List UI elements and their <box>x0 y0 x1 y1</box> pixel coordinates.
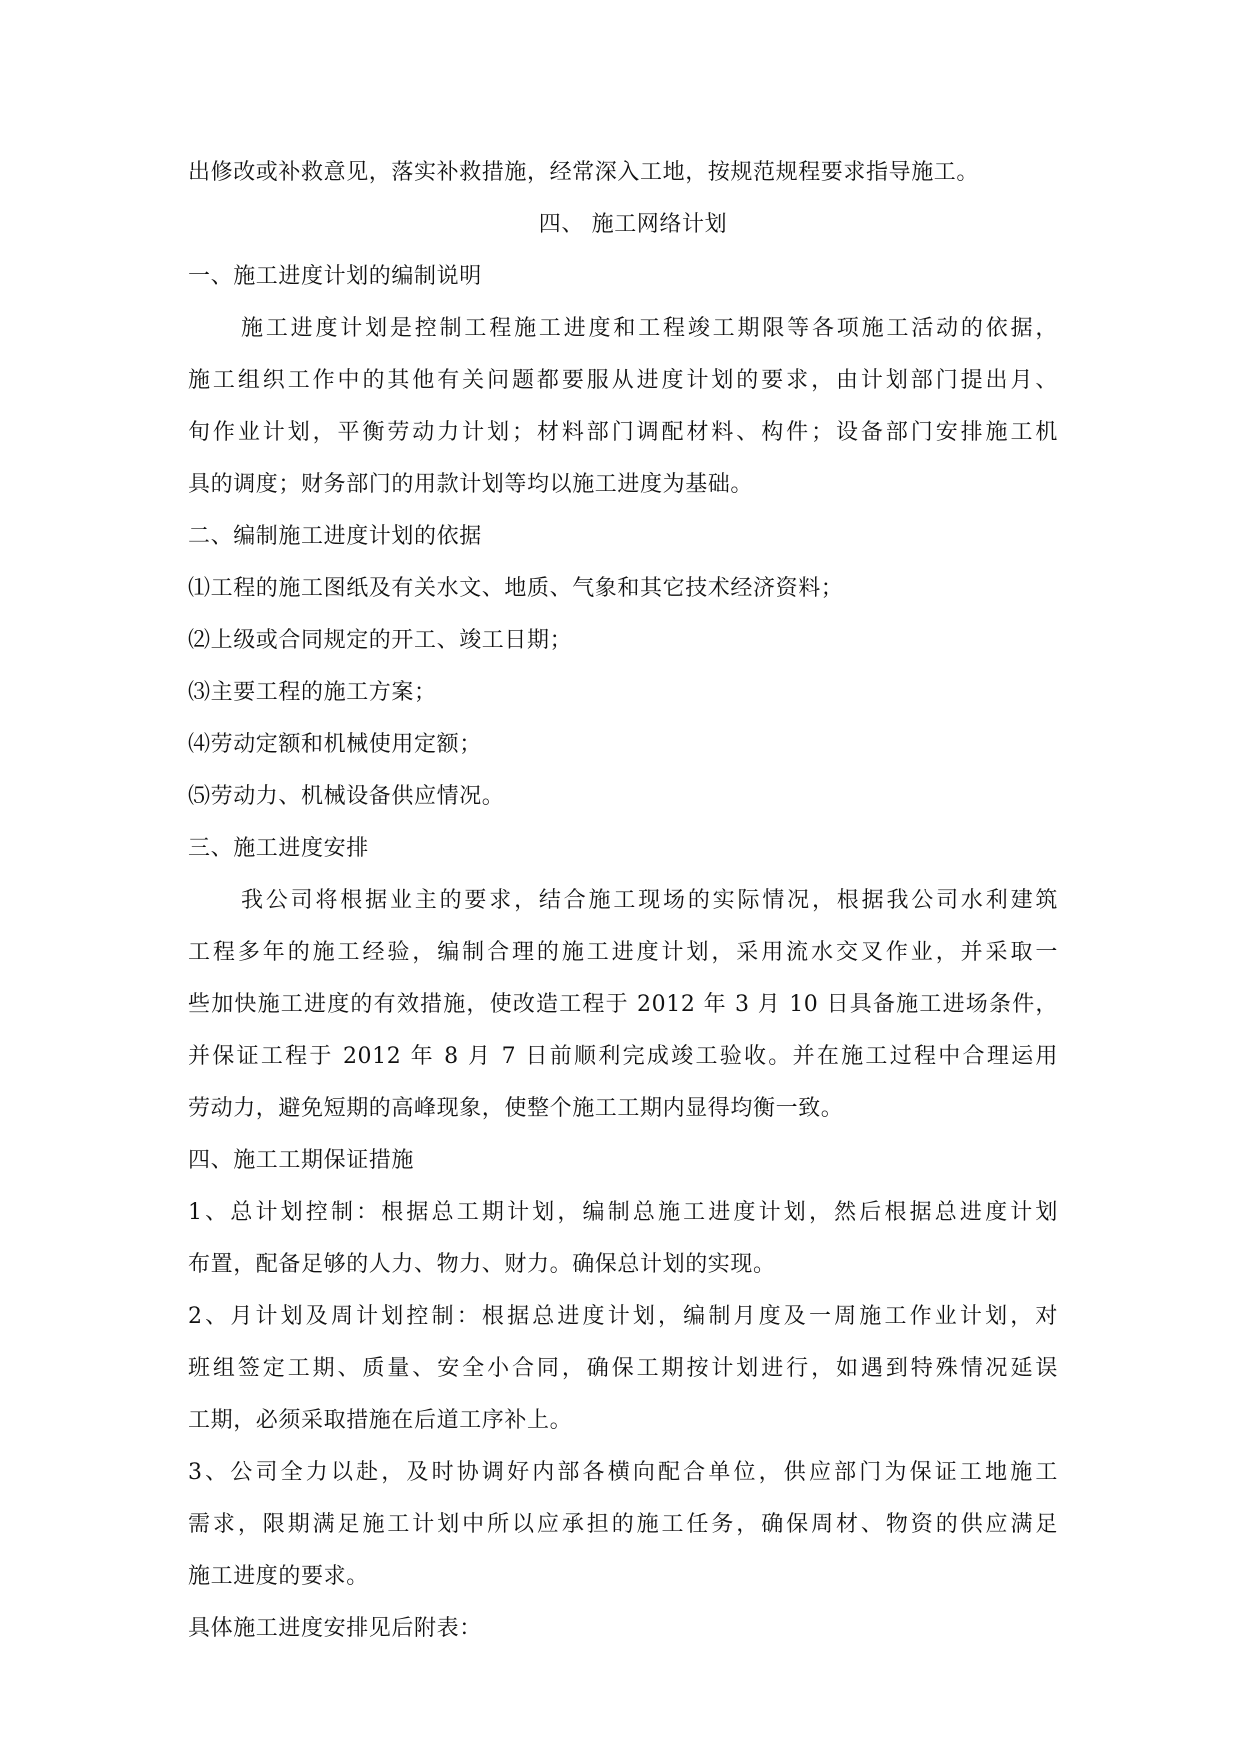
paragraph-line: 布置，配备足够的人力、物力、财力。确保总计划的实现。 <box>188 1252 776 1277</box>
paragraph-line: 施工进度计划是控制工程施工进度和工程竣工期限等各项施工活动的依据， <box>241 316 1058 341</box>
paragraph-line: 出修改或补救意见，落实补救措施，经常深入工地，按规范规程要求指导施工。 <box>188 160 980 185</box>
paragraph-line: 需求，限期满足施工计划中所以应承担的施工任务，确保周材、物资的供应满足 <box>188 1512 1058 1537</box>
paragraph-line: 施工进度的要求。 <box>188 1564 369 1589</box>
list-item: ⑷劳动定额和机械使用定额； <box>188 732 482 757</box>
paragraph-line: 具的调度；财务部门的用款计划等均以施工进度为基础。 <box>188 472 754 497</box>
paragraph-line: 施工组织工作中的其他有关问题都要服从进度计划的要求，由计划部门提出月、 <box>188 368 1058 393</box>
paragraph-line: 2、月计划及周计划控制：根据总进度计划，编制月度及一周施工作业计划，对 <box>188 1304 1058 1329</box>
subsection-heading: 二、编制施工进度计划的依据 <box>188 524 482 549</box>
document-body <box>188 147 1058 1655</box>
paragraph-line: 些加快施工进度的有效措施，使改造工程于 2012 年 3 月 10 日具备施工进场条件， <box>188 992 1058 1017</box>
paragraph-line: 工程多年的施工经验，编制合理的施工进度计划，采用流水交叉作业，并采取一 <box>188 940 1058 965</box>
paragraph-line: 劳动力，避免短期的高峰现象，使整个施工工期内显得均衡一致。 <box>188 1096 844 1121</box>
paragraph-line: 3、公司全力以赴，及时协调好内部各横向配合单位，供应部门为保证工地施工 <box>188 1460 1058 1485</box>
section-title: 四、 施工网络计划 <box>538 212 728 237</box>
paragraph-line: 具体施工进度安排见后附表： <box>188 1616 482 1641</box>
list-item: ⑸劳动力、机械设备供应情况。 <box>188 784 505 809</box>
list-item: ⑶主要工程的施工方案； <box>188 680 437 705</box>
subsection-heading: 四、施工工期保证措施 <box>188 1148 415 1173</box>
list-item: ⑴工程的施工图纸及有关水文、地质、气象和其它技术经济资料； <box>188 576 844 601</box>
subsection-heading: 三、施工进度安排 <box>188 836 369 861</box>
paragraph-line: 我公司将根据业主的要求，结合施工现场的实际情况，根据我公司水利建筑 <box>241 888 1058 913</box>
paragraph-line: 工期，必须采取措施在后道工序补上。 <box>188 1408 573 1433</box>
subsection-heading: 一、施工进度计划的编制说明 <box>188 264 482 289</box>
paragraph-line: 并保证工程于 2012 年 8 月 7 日前顺利完成竣工验收。并在施工过程中合理运用 <box>188 1044 1058 1069</box>
paragraph-line: 旬作业计划，平衡劳动力计划；材料部门调配材料、构件；设备部门安排施工机 <box>188 420 1058 445</box>
list-item: ⑵上级或合同规定的开工、竣工日期； <box>188 628 573 653</box>
paragraph-line: 班组签定工期、质量、安全小合同，确保工期按计划进行，如遇到特殊情况延误 <box>188 1356 1058 1381</box>
paragraph-line: 1、总计划控制：根据总工期计划，编制总施工进度计划，然后根据总进度计划 <box>188 1200 1058 1225</box>
